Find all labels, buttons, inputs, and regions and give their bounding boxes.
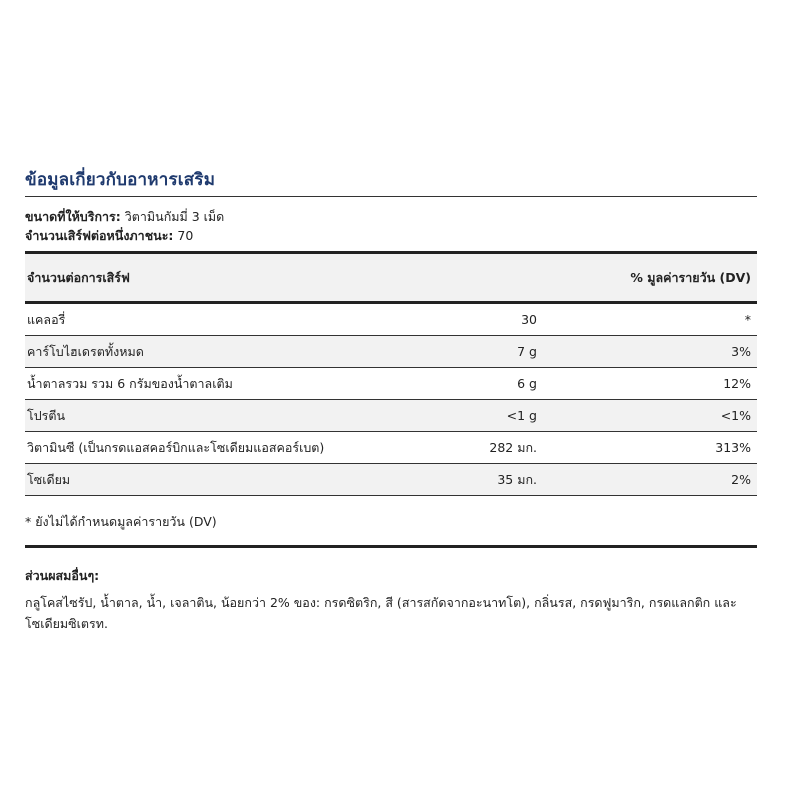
table-row (25, 304, 757, 336)
serving-size-label: ขนาดที่ให้บริการ: (25, 209, 121, 224)
nutrient-name: แคลอรี่ (27, 311, 66, 327)
nutrient-amount: <1 g (506, 408, 537, 423)
serving-info (25, 197, 757, 251)
nutrient-table-body (25, 304, 757, 496)
supplement-facts-panel (25, 168, 757, 634)
servings-per-container-value: 70 (177, 228, 194, 243)
nutrient-daily-value: 12% (723, 376, 751, 391)
nutrient-amount: 35 มก. (497, 471, 537, 487)
servings-per-container-line (25, 226, 757, 245)
nutrient-daily-value: * (744, 312, 751, 327)
serving-size-line (25, 207, 757, 226)
nutrient-table-header (25, 254, 757, 301)
table-row (25, 464, 757, 496)
table-row (25, 400, 757, 432)
nutrient-amount: 6 g (517, 376, 537, 391)
serving-size-value: วิตามินกัมมี่ 3 เม็ด (124, 209, 225, 224)
nutrient-name: วิตามินซี (เป็นกรดแอสคอร์บิกและโซเดียมแอสคอร์เบต) (27, 439, 325, 455)
nutrient-name: คาร์โบไฮเดรตทั้งหมด (27, 343, 144, 359)
servings-per-container-label: จำนวนเสิร์ฟต่อหนึ่งภาชนะ: (25, 228, 174, 243)
nutrient-amount: 282 มก. (489, 439, 537, 455)
other-ingredients-text: กลูโคสไซรัป, น้ำตาล, น้ำ, เจลาติน, น้อยกว่า 2% ของ: กรดซิตริก, สี (สารสกัดจากอะนาทโต), กลิ่นรส, กรดฟูมาริก, กรดแลกติก และโซเดียมซิเตรท. (25, 595, 737, 631)
table-row (25, 432, 757, 464)
amount-per-serving-header: จำนวนต่อการเสิร์ฟ (27, 269, 130, 285)
daily-value-footnote: * ยังไม่ได้กำหนดมูลค่ารายวัน (DV) (25, 514, 217, 529)
table-row (25, 368, 757, 400)
nutrient-name: น้ำตาลรวม รวม 6 กรัมของน้ำตาลเติม (27, 375, 233, 391)
nutrient-name: โซเดียม (27, 471, 71, 487)
nutrient-daily-value: 3% (731, 344, 751, 359)
panel-title: ข้อมูลเกี่ยวกับอาหารเสริม (25, 170, 216, 190)
nutrient-daily-value: 2% (731, 472, 751, 487)
nutrient-amount: 7 g (517, 344, 537, 359)
nutrient-daily-value: 313% (715, 440, 751, 455)
nutrient-daily-value: <1% (720, 408, 751, 423)
nutrient-name: โปรตีน (27, 407, 66, 423)
daily-value-header: % มูลค่ารายวัน (DV) (630, 269, 751, 285)
table-row (25, 336, 757, 368)
other-ingredients-title: ส่วนผสมอื่นๆ: (25, 568, 100, 583)
nutrient-amount: 30 (521, 312, 537, 327)
